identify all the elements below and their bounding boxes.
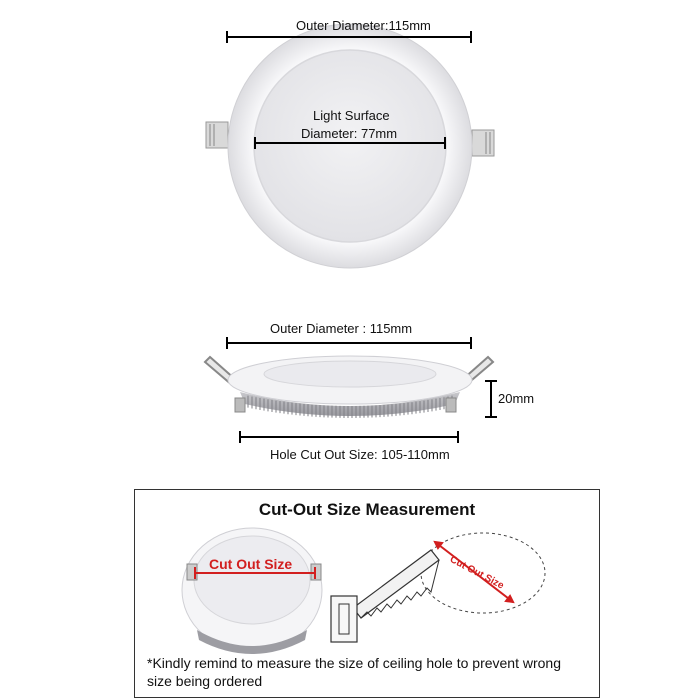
saw-tool <box>331 550 439 642</box>
light-surface-label-line1: Light Surface <box>313 108 390 123</box>
height-label: 20mm <box>498 391 535 406</box>
saw-cut-out-size-label: Cut Out Size <box>447 554 506 592</box>
measurement-reminder-note: *Kindly remind to measure the size of ceiling hole to prevent wrong size being ordered <box>147 655 561 689</box>
light-surface-label-line2: Diameter: 77mm <box>301 126 398 141</box>
outer-diameter-label: Outer Diameter:115mm <box>296 18 431 33</box>
cut-out-panel-title: Cut-Out Size Measurement <box>258 500 476 519</box>
panel-cut-out-size-label: Cut Out Size <box>209 556 293 572</box>
cut-out-measurement-panel <box>134 489 600 698</box>
side-outer-diameter-dimension-line <box>227 337 471 349</box>
diagram-panel-surface <box>194 536 310 624</box>
hole-cut-out-dimension-line <box>240 431 458 443</box>
side-clip-base-left <box>235 398 245 412</box>
side-clip-base-right <box>446 398 456 412</box>
height-dimension-line <box>485 381 497 417</box>
side-outer-diameter-label: Outer Diameter : 115mm <box>270 321 413 336</box>
hole-cut-out-label: Hole Cut Out Size: 105-110mm <box>270 447 450 462</box>
side-light-surface <box>264 361 436 387</box>
